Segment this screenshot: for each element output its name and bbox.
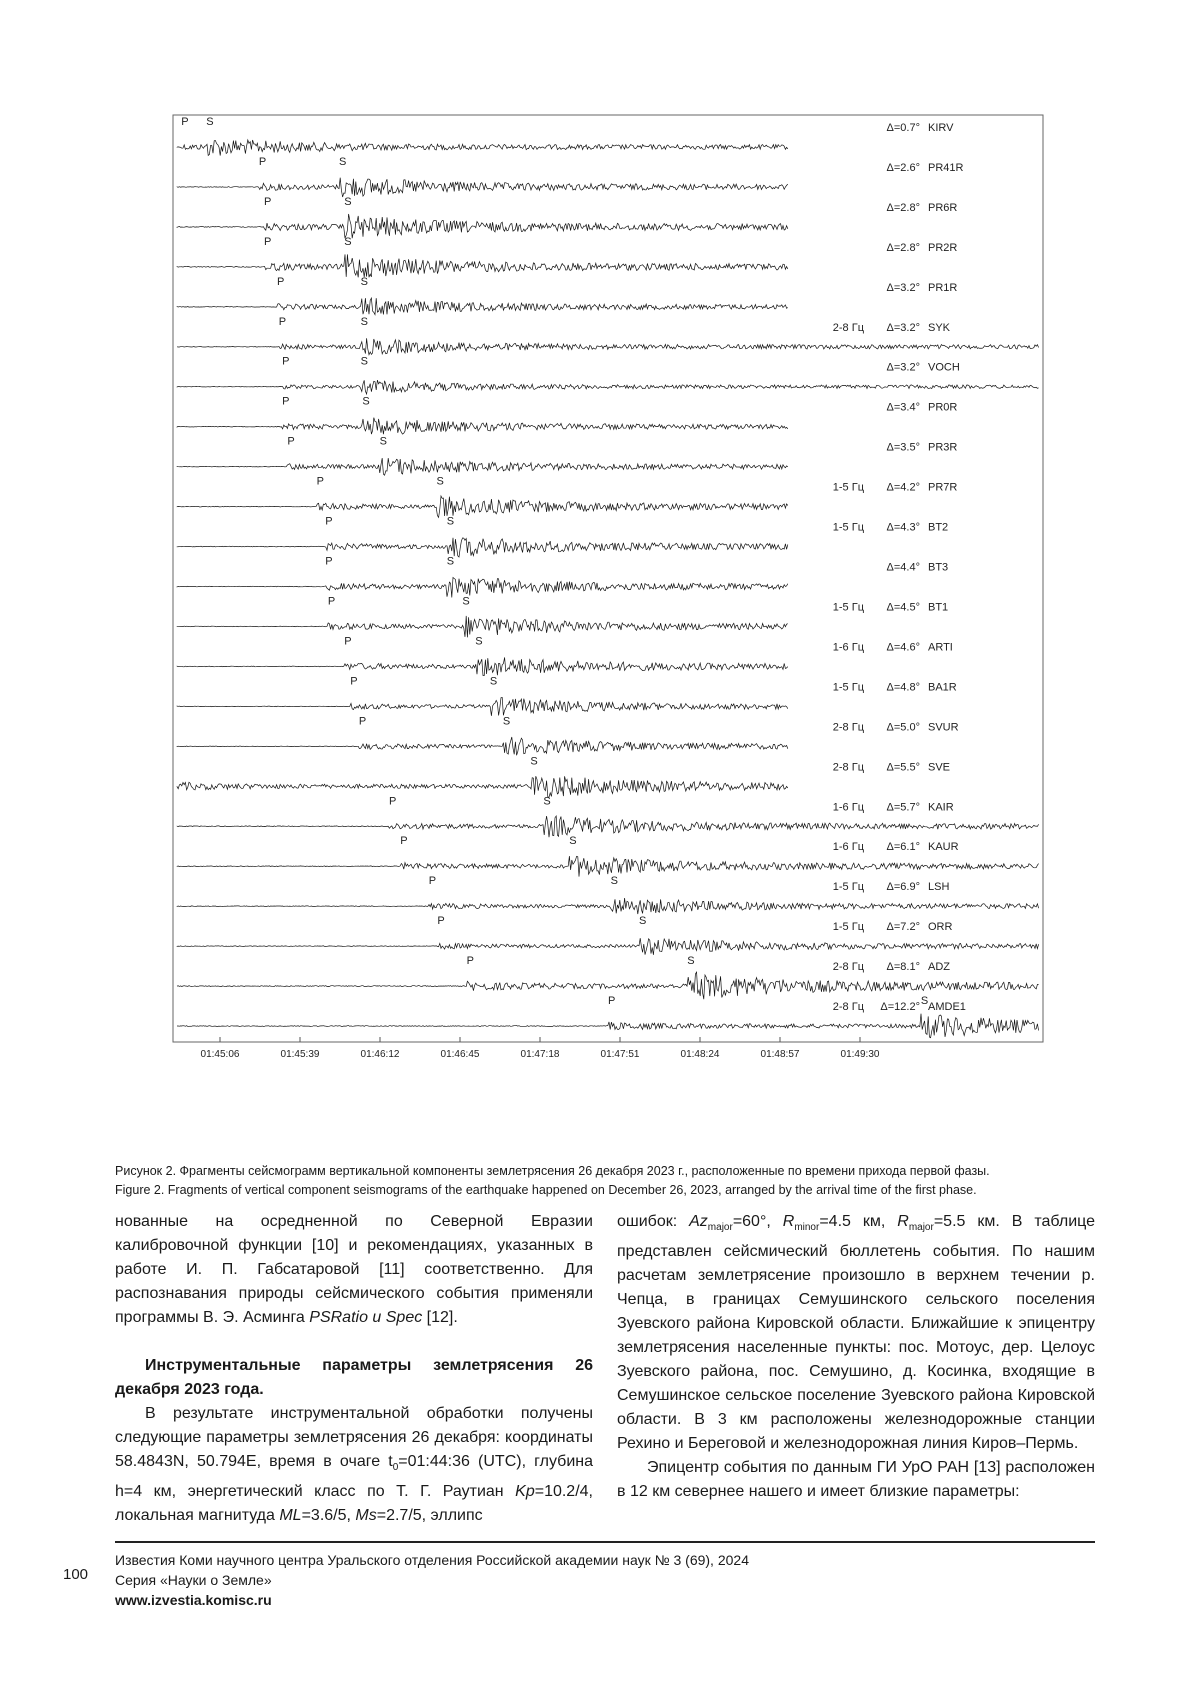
p-phase-label: P <box>287 435 295 448</box>
station-label: KAIR <box>928 801 954 814</box>
footer-rule <box>115 1541 1095 1543</box>
s-phase-label: S <box>446 555 455 568</box>
s-phase-label: S <box>436 475 444 488</box>
p-phase-label: P <box>327 595 336 608</box>
epicentral-distance-label: Δ=5.5° <box>886 761 920 774</box>
filter-band-label: 1-5 Гц <box>832 921 864 934</box>
s-phase-label: S <box>360 315 368 328</box>
seismogram-plot <box>172 114 1044 1128</box>
station-label: VOCH <box>928 361 960 374</box>
p-phase-label: P <box>316 475 324 488</box>
s-phase-label: S <box>639 915 647 928</box>
s-phase-label: S <box>360 355 368 368</box>
station-label: BT3 <box>928 561 949 574</box>
p-phase-label: P <box>466 955 474 968</box>
filter-band-label: 2-8 Гц <box>832 761 864 774</box>
s-phase-label: S <box>610 875 618 888</box>
station-label: PR0R <box>928 401 958 414</box>
time-tick-label: 01:47:18 <box>520 1049 560 1060</box>
filter-band-label: 1-5 Гц <box>832 881 864 894</box>
filter-band-label: 2-8 Гц <box>832 721 864 734</box>
seismogram-trace <box>177 616 788 637</box>
seismogram-trace <box>177 856 1039 877</box>
s-phase-label: S <box>569 835 577 848</box>
s-phase-label: S <box>360 275 368 288</box>
epicentral-distance-label: Δ=3.4° <box>886 401 920 414</box>
epicentral-distance-label: Δ=5.7° <box>886 801 920 814</box>
seismogram-trace <box>177 214 788 238</box>
station-label: ORR <box>928 921 953 934</box>
filter-band-label: 1-6 Гц <box>832 841 864 854</box>
seismogram-trace <box>177 938 1039 955</box>
p-phase-label: P <box>608 995 616 1008</box>
s-phase-label: S <box>502 715 511 728</box>
p-phase-label: P <box>400 835 408 848</box>
epicentral-distance-label: Δ=4.3° <box>886 521 920 534</box>
journal-url: www.izvestia.komisc.ru <box>115 1592 272 1608</box>
time-tick-label: 01:47:51 <box>600 1049 640 1060</box>
paragraph: нованные на осредненной по Северной Евразии калибровочной функции [10] и рекомендациях, указанных в работе И. П. Габсатаровой [11] соответственно. Для распознавания природы сейсмического события применяли программы В. Э. Асминга PSRatio и Spec [12]. <box>115 1213 593 1326</box>
station-label: BA1R <box>928 681 957 694</box>
time-tick-label: 01:45:06 <box>200 1049 240 1060</box>
station-label: KIRV <box>928 122 954 134</box>
station-label: SVUR <box>928 721 959 734</box>
s-phase-label: S <box>687 955 695 968</box>
s-phase-label: S <box>446 515 455 528</box>
seismogram-trace <box>177 898 1039 914</box>
p-phase-label: P <box>282 355 290 368</box>
seismogram-trace <box>177 380 1039 394</box>
seismogram-trace <box>177 338 1039 354</box>
seismogram-trace <box>177 458 788 475</box>
s-phase-label: S <box>530 755 538 768</box>
figure-caption-en: Figure 2. Fragments of vertical component seismograms of the earthquake happened on December 26, 2023, arranged by the arrival time of the first phase. <box>115 1183 977 1197</box>
time-tick-label: 01:48:57 <box>760 1049 800 1060</box>
s-phase-label: S <box>920 995 929 1008</box>
epicentral-distance-label: Δ=7.2° <box>886 921 920 934</box>
p-phase-label: P <box>276 275 285 288</box>
station-label: PR2R <box>928 241 958 254</box>
filter-band-label: 2-8 Гц <box>832 1001 864 1014</box>
s-phase-label: S <box>379 435 387 448</box>
station-label: PR7R <box>928 481 958 494</box>
station-label: AMDE1 <box>928 1001 966 1014</box>
p-phase-label: P <box>264 235 272 248</box>
filter-band-label: 1-5 Гц <box>832 601 864 614</box>
epicentral-distance-label: Δ=3.2° <box>886 321 920 334</box>
plot-frame <box>173 115 1043 1042</box>
p-phase-label: P <box>264 195 272 208</box>
page-number: 100 <box>63 1566 89 1583</box>
text-column-left <box>115 1210 593 1528</box>
seismogram-trace <box>177 538 788 557</box>
epicentral-distance-label: Δ=4.8° <box>886 681 920 694</box>
epicentral-distance-label: Δ=6.1° <box>886 841 920 854</box>
figure-caption-ru: Рисунок 2. Фрагменты сейсмограмм вертикальной компоненты землетрясения 26 декабря 2023 г., расположенные по времени прихода первой фазы. <box>115 1164 990 1178</box>
filter-band-label: 1-5 Гц <box>832 481 864 494</box>
epicentral-distance-label: Δ=5.0° <box>886 721 920 734</box>
station-label: SVE <box>928 761 951 774</box>
filter-band-label: 1-5 Гц <box>832 521 864 534</box>
p-phase-label: P <box>358 715 367 728</box>
station-label: ADZ <box>928 961 950 974</box>
station-label: PR3R <box>928 441 958 454</box>
station-label: ARTI <box>928 641 953 654</box>
epicentral-distance-label: Δ=0.7° <box>886 122 920 134</box>
epicentral-distance-label: Δ=3.2° <box>886 361 920 374</box>
p-phase-label: P <box>389 795 397 808</box>
epicentral-distance-label: Δ=3.5° <box>886 441 920 454</box>
seismogram-trace <box>177 578 788 598</box>
seismogram-trace <box>177 254 788 277</box>
p-phase-label: P <box>181 116 189 128</box>
station-label: SYK <box>928 321 951 334</box>
p-phase-label: P <box>437 915 445 928</box>
station-label: BT2 <box>928 521 949 534</box>
seismogram-trace <box>177 1014 1039 1038</box>
epicentral-distance-label: Δ=4.2° <box>886 481 920 494</box>
epicentral-distance-label: Δ=2.8° <box>886 241 920 254</box>
seismogram-trace <box>177 418 788 435</box>
s-phase-label: S <box>362 395 370 408</box>
epicentral-distance-label: Δ=12.2° <box>880 1001 920 1014</box>
seismogram-trace <box>177 298 788 315</box>
footer <box>115 1550 749 1610</box>
time-tick-label: 01:46:12 <box>360 1049 400 1060</box>
seismogram-trace <box>177 816 1039 837</box>
station-label: KAUR <box>928 841 959 854</box>
s-phase-label: S <box>462 595 470 608</box>
filter-band-label: 1-6 Гц <box>832 641 864 654</box>
seismogram-trace <box>177 776 788 797</box>
journal-title: Известия Коми научного центра Уральского отделения Российской академии наук № 3 (69), 2024 <box>115 1552 749 1568</box>
p-phase-label: P <box>258 155 267 168</box>
epicentral-distance-label: Δ=8.1° <box>886 961 920 974</box>
s-phase-label: S <box>475 635 483 648</box>
station-label: PR6R <box>928 201 958 214</box>
time-tick-label: 01:46:45 <box>440 1049 480 1060</box>
p-phase-label: P <box>282 395 290 408</box>
station-label: PR41R <box>928 161 964 174</box>
time-tick-label: 01:45:39 <box>280 1049 320 1060</box>
filter-band-label: 1-5 Гц <box>832 681 864 694</box>
text-column-right <box>617 1210 1095 1504</box>
seismogram-trace <box>177 737 788 755</box>
p-phase-label: P <box>278 315 287 328</box>
epicentral-distance-label: Δ=6.9° <box>886 881 920 894</box>
station-label: PR1R <box>928 281 958 294</box>
epicentral-distance-label: Δ=2.6° <box>886 161 920 174</box>
paragraph: В результате инструментальной обработки получены следующие параметры землетрясения 26 декабря: координаты 58.4843N, 50.794E, время в очаге $t_0=01:44:36$ (UTC), глубина h=4 км, энергетический класс по Т. Г. Раутиан Kp=10.2/4, локальная магнитуда ML=3.6/5, Ms=2.7/5, эллипс <box>115 1405 594 1525</box>
epicentral-distance-label: Δ=4.6° <box>886 641 920 654</box>
seismogram-trace <box>177 496 788 517</box>
s-phase-label: S <box>339 155 347 168</box>
station-label: BT1 <box>928 601 949 614</box>
paragraph: Эпицентр события по данным ГИ УрО РАН [13] расположен в 12 км севернее нашего и имеет близкие параметры: <box>617 1459 1095 1501</box>
seismogram-figure <box>172 114 1044 1128</box>
s-phase-label: S <box>344 195 352 208</box>
s-phase-label: S <box>543 795 551 808</box>
station-label: LSH <box>928 881 950 894</box>
filter-band-label: 2-8 Гц <box>832 961 864 974</box>
s-phase-label: S <box>344 235 352 248</box>
seismogram-trace <box>177 140 788 156</box>
seismogram-trace <box>177 697 788 715</box>
epicentral-distance-label: Δ=3.2° <box>886 281 920 294</box>
time-tick-label: 01:49:30 <box>840 1049 880 1060</box>
p-phase-label: P <box>325 515 333 528</box>
s-phase-label: S <box>206 116 214 128</box>
p-phase-label: P <box>428 875 437 888</box>
epicentral-distance-label: Δ=2.8° <box>886 201 920 214</box>
p-phase-label: P <box>350 675 358 688</box>
section-heading: Инструментальные параметры землетрясения 26 декабря 2023 года. <box>115 1357 593 1398</box>
s-phase-label: S <box>489 675 498 688</box>
time-tick-label: 01:48:24 <box>680 1049 720 1060</box>
filter-band-label: 2-8 Гц <box>832 321 864 334</box>
epicentral-distance-label: Δ=4.5° <box>886 601 920 614</box>
journal-series: Серия «Науки о Земле» <box>115 1572 272 1588</box>
epicentral-distance-label: Δ=4.4° <box>886 561 920 574</box>
seismogram-trace <box>177 178 788 197</box>
p-phase-label: P <box>325 555 333 568</box>
filter-band-label: 1-6 Гц <box>832 801 864 814</box>
p-phase-label: P <box>344 635 352 648</box>
paragraph: ошибок: $Az_{major}=60^\circ$, $R_{minor}=4.5$ км, $R_{major}=5.5$ км. В таблице представлен сейсмический бюллетень события. По нашим расчетам землетрясение произошло в верхнем течении р. Чепца, в границах Семушинского сельского поселения Зуевского района Кировской области. Ближайшие к эпицентру землетрясения населенные пункты: пос. Мотоус, дер. Целоус Зуевского района, пос. Семушино, д. Косинка, входящие в Семушинское сельское поселение Зуевского района Кировской области. В 3 км расположены железнодорожные станции Рехино и Береговой и железнодорожная линия Киров–Пермь. <box>617 1213 1096 1453</box>
seismogram-trace <box>177 657 788 675</box>
